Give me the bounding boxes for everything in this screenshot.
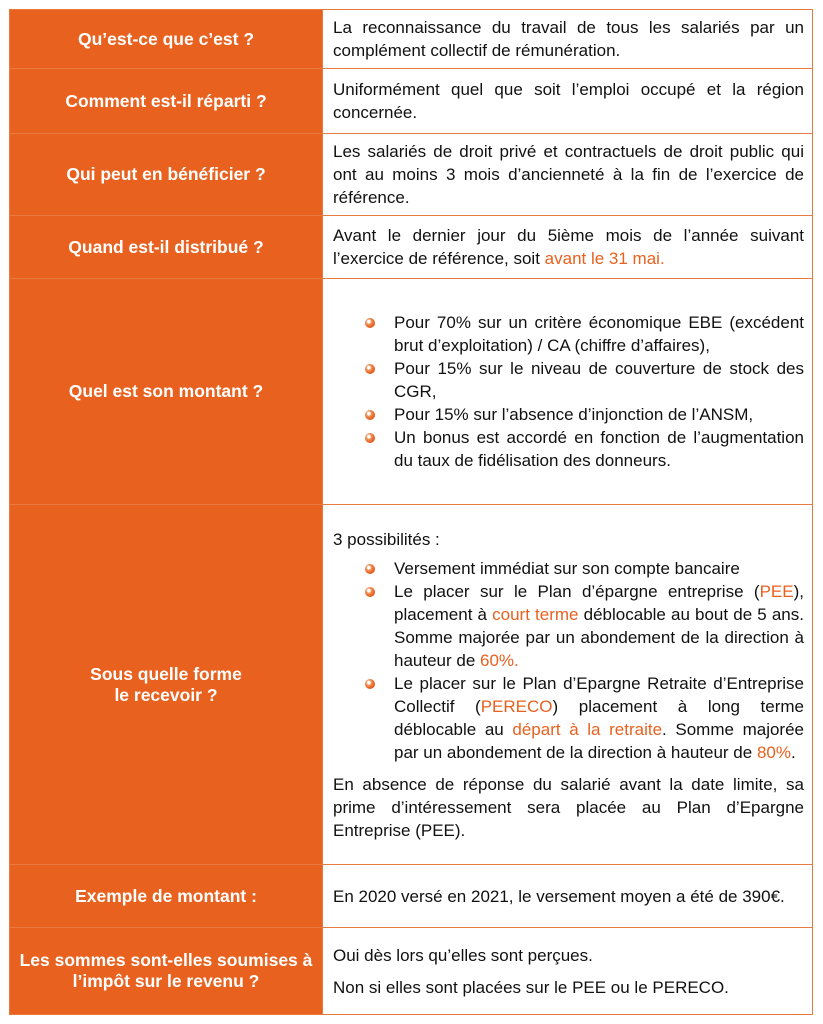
question-label: Comment est-il réparti ? — [65, 90, 267, 111]
answer-text: Avant le dernier jour du 5ième mois de l’année suivant l’exercice de référence, soit — [333, 226, 804, 268]
orange-bullet-icon — [365, 364, 375, 374]
question-cell — [10, 928, 323, 1015]
answer-cell — [323, 928, 813, 1015]
list-item — [333, 557, 804, 580]
list-item-text: ) placement à long terme déblocable au — [394, 696, 804, 739]
answer-text: Uniformément quel que soit l’emploi occupé et la région concernée. — [333, 80, 804, 122]
amount-criteria-list — [333, 311, 804, 472]
rate-60-highlight: 60%. — [480, 650, 519, 670]
orange-bullet-icon — [365, 410, 375, 420]
answer-cell — [323, 69, 813, 134]
question-cell — [10, 279, 323, 505]
question-label: Qu’est-ce que c’est ? — [77, 28, 255, 49]
list-item-text: Un bonus est accordé en fonction de l’augmentation du taux de fidélisation des donneurs. — [394, 428, 804, 470]
answer-line-2: Non si elles sont placées sur le PEE ou le PERECO. — [333, 977, 729, 997]
list-item-text: . — [790, 742, 796, 762]
payout-options-list — [333, 557, 804, 764]
question-cell — [10, 69, 323, 134]
answer-cell — [323, 505, 813, 865]
orange-bullet-icon — [365, 587, 375, 597]
pee-highlight: PEE — [759, 581, 794, 601]
list-item-text: ), placement à — [394, 581, 804, 624]
list-item — [333, 357, 804, 403]
pereco-highlight: PERECO — [480, 696, 553, 716]
answer-cell — [323, 865, 813, 928]
table-row — [10, 134, 813, 216]
list-item-text: Le placer sur le Plan d’épargne entreprise ( — [394, 581, 760, 601]
table-row — [10, 10, 813, 69]
list-item-text: Pour 15% sur l’absence d’injonction de l’ANSM, — [394, 405, 754, 424]
list-item-text: . Somme majorée par un abondement de la direction à hauteur de — [394, 719, 804, 762]
question-label-line-1: Sous quelle forme — [90, 663, 242, 684]
question-label-line-2: le recevoir ? — [114, 684, 218, 705]
question-cell — [10, 216, 323, 279]
question-cell — [10, 134, 323, 216]
orange-bullet-icon — [365, 433, 375, 443]
question-label: Quel est son montant ? — [68, 381, 264, 401]
list-item — [333, 426, 804, 472]
question-label: Quand est-il distribué ? — [68, 236, 264, 257]
info-table — [9, 9, 813, 1015]
answer-text: La reconnaissance du travail de tous les salariés par un complément collectif de rémunération. — [333, 18, 804, 60]
answer-cell — [323, 10, 813, 69]
short-term-highlight: court terme — [492, 604, 579, 624]
table-row — [10, 928, 813, 1015]
deadline-highlight: avant le 31 mai. — [544, 249, 665, 268]
question-label: Qui peut en bénéficier ? — [66, 164, 266, 184]
list-item-text: Pour 15% sur le niveau de couverture de stock des CGR, — [394, 359, 804, 401]
list-item — [333, 403, 804, 426]
answer-cell — [323, 279, 813, 505]
orange-bullet-icon — [365, 318, 375, 328]
table-row — [10, 216, 813, 279]
question-label: Les sommes sont-elles soumises à l’impôt sur le revenu ? — [19, 950, 313, 991]
orange-bullet-icon — [365, 679, 375, 689]
answer-line-1: Oui dès lors qu’elles sont perçues. — [333, 945, 593, 965]
list-item — [333, 580, 804, 672]
orange-bullet-icon — [365, 564, 375, 574]
question-label: Exemple de montant : — [75, 885, 257, 906]
table-row — [10, 505, 813, 865]
answer-cell — [323, 134, 813, 216]
list-item-text: Le placer sur le Plan d’Epargne Retraite d’Entreprise Collectif ( — [394, 673, 804, 716]
question-cell — [10, 865, 323, 928]
answer-text: En 2020 versé en 2021, le versement moyen a été de 390€. — [333, 886, 785, 906]
rate-80-highlight: 80% — [756, 742, 791, 762]
list-item-text: déblocable au bout de 5 ans. Somme majorée par un abondement de la direction à hauteur de — [394, 604, 804, 670]
table-row — [10, 865, 813, 928]
question-cell — [10, 10, 323, 69]
table-row — [10, 279, 813, 505]
list-item — [333, 672, 804, 764]
answer-cell — [323, 216, 813, 279]
question-cell — [10, 505, 323, 865]
list-item-text: Versement immédiat sur son compte bancaire — [394, 558, 740, 578]
answer-text: Les salariés de droit privé et contractuels de droit public qui ont au moins 3 mois d’ancienneté à la fin de l’exercice de référence. — [333, 142, 804, 207]
table-row — [10, 69, 813, 134]
list-item — [333, 311, 804, 357]
retirement-highlight: départ à la retraite — [512, 719, 663, 739]
options-intro: 3 possibilités : — [333, 529, 440, 549]
list-item-text: Pour 70% sur un critère économique EBE (excédent brut d’exploitation) / CA (chiffre d’affaires), — [394, 313, 804, 355]
options-outro: En absence de réponse du salarié avant la date limite, sa prime d’intéressement sera placée au Plan d’Epargne Entreprise (PEE). — [333, 774, 804, 840]
